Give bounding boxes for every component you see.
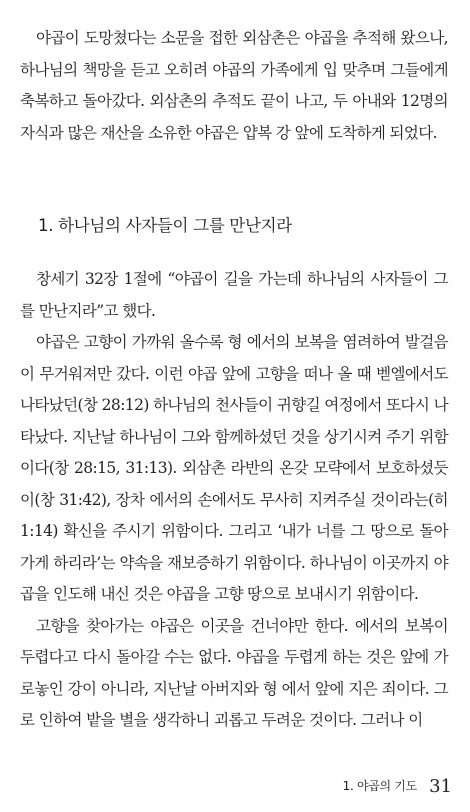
body-paragraph-1: 창세기 32장 1절에 “야곱이 길을 가는데 하나님의 사자들이 그를 만난지라”고 했다. xyxy=(20,270,448,320)
footer-chapter-label: 1. 야곱의 기도 xyxy=(342,779,417,793)
page-number: 31 xyxy=(429,776,452,797)
body-paragraph-2: 야곱은 고향이 가까워 올수록 형 에서의 보복을 염려하여 발걸음이 무거워져만 갔다. 이런 야곱 앞에 고향을 떠나 올 때 벧엘에서도 나타났던(창 28:12) 하나님의 천사들이 귀향길 여정에서 또다시 나타났다. 지난날 하나님이 그와 함께하셨던 것을 상기시켜 주기 위함이다(창 28:15, 31:13). 외삼촌 라반의 온갖 모략에서 보호하셨듯이(창 31:42), 장차 에서의 손에서도 무사히 지켜주실 것이라는(히 1:14) 확신을 주시기 위함이다. 그리고 ‘내가 너를 그 땅으로 돌아가게 하리라’는 약속을 재보증하기 위함이다. 하나님이 이곳까지 야곱을 인도해 내신 것은 야곱을 고향 땅으로 보내시기 위함이다. xyxy=(20,333,448,603)
page-footer xyxy=(343,772,452,803)
intro-paragraph: 야곱이 도망쳤다는 소문을 접한 외삼촌은 야곱을 추적해 왔으나, 하나님의 책망을 듣고 오히려 야곱의 가족에게 입 맞추며 그들에게 축복하고 돌아갔다. 외삼촌의 추적도 끝이 나고, 두 아내와 12명의 자식과 많은 재산을 소유한 야곱은 얍복 강 앞에 도착하게 되었다. xyxy=(20,29,448,142)
body-text-block xyxy=(20,264,448,737)
intro-text-block xyxy=(20,23,448,149)
body-paragraph-3: 고향을 찾아가는 야곱은 이곳을 건너야만 한다. 에서의 보복이 두렵다고 다시 돌아갈 수는 없다. 야곱을 두렵게 하는 것은 앞에 가로놓인 강이 아니라, 지난날 아버지와 형 에서 앞에 지은 죄이다. 그로 인하여 밭을 별을 생각하니 괴롭고 두려운 것이다. 그러나 이 xyxy=(20,616,448,729)
section-heading: 1. 하나님의 사자들이 그를 만난지라 xyxy=(38,216,292,235)
